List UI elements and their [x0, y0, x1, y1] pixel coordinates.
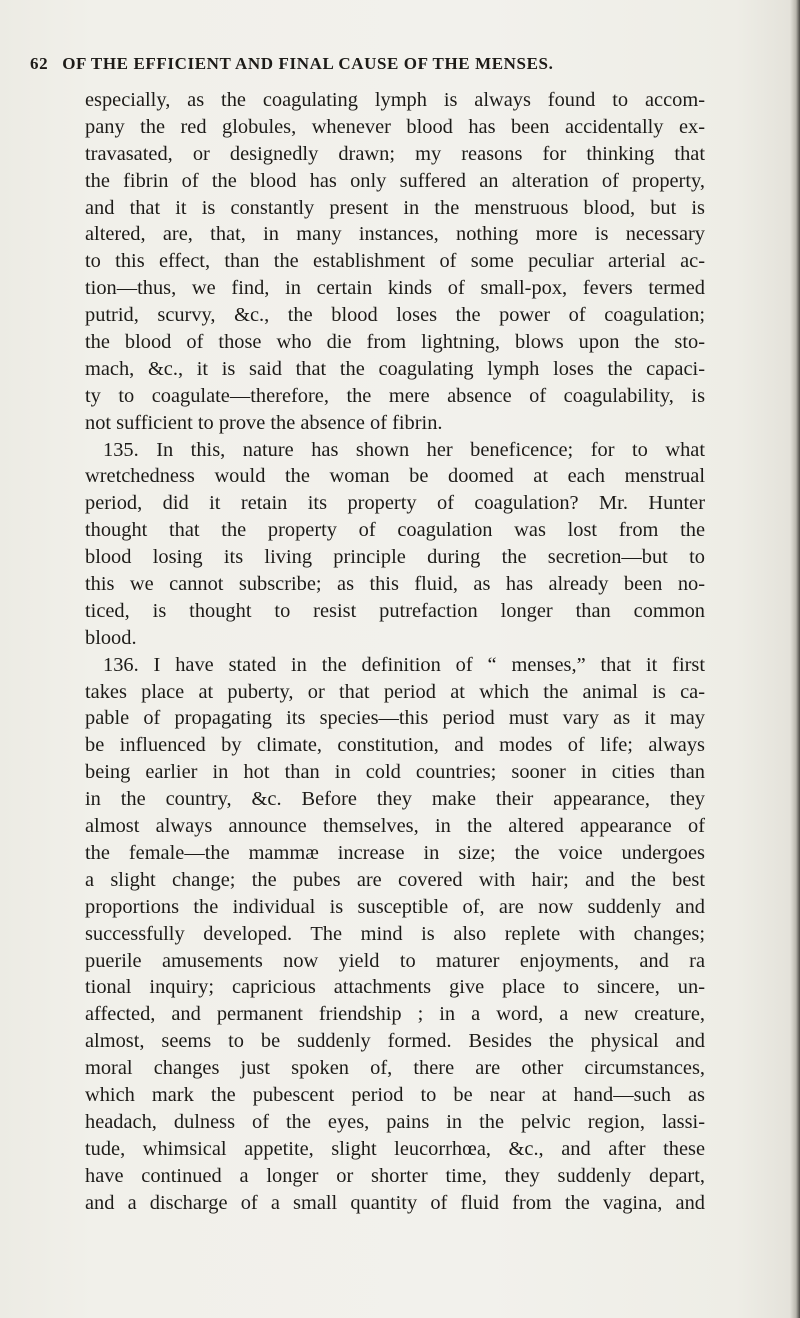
text-line: the female—the mammæ increase in size; the voice undergoes: [85, 841, 705, 864]
text-line: pany the red globules, whenever blood has been accidentally ex-: [85, 115, 705, 138]
text-line: and that it is constantly present in the menstruous blood, but is: [85, 196, 705, 219]
text-line: takes place at puberty, or that period at which the animal is ca-: [85, 680, 705, 703]
page-number: 62: [30, 54, 49, 73]
text-line: tion—thus, we find, in certain kinds of small-pox, fevers termed: [85, 277, 705, 300]
text-line: altered, are, that, in many instances, nothing more is necessary: [85, 223, 705, 246]
text-line: ty to coagulate—therefore, the mere absence of coagulability, is: [85, 384, 705, 407]
text-line: almost, seems to be suddenly formed. Besides the physical and: [85, 1030, 705, 1053]
text-line: tional inquiry; capricious attachments give place to sincere, un-: [85, 976, 705, 999]
text-line: have continued a longer or shorter time, they suddenly depart,: [85, 1164, 705, 1187]
text-line: blood.: [85, 626, 137, 649]
text-line: travasated, or designedly drawn; my reasons for thinking that: [85, 142, 705, 165]
text-line: affected, and permanent friendship ; in a word, a new creature,: [85, 1003, 705, 1026]
text-line: a slight change; the pubes are covered with hair; and the best: [85, 868, 705, 891]
text-line: blood losing its living principle during the secretion—but to: [85, 546, 705, 569]
text-line: almost always announce themselves, in the altered appearance of: [85, 815, 705, 838]
text-line: be influenced by climate, constitution, and modes of life; always: [85, 734, 705, 757]
body-text: [85, 87, 705, 1216]
text-line: proportions the individual is susceptible of, are now suddenly and: [85, 895, 705, 918]
text-line: not sufficient to prove the absence of fibrin.: [85, 411, 443, 434]
text-line: moral changes just spoken of, there are other circumstances,: [85, 1057, 705, 1080]
running-head-title: OF THE EFFICIENT AND FINAL CAUSE OF THE MENSES.: [62, 54, 554, 73]
text-line: the fibrin of the blood has only suffered an alteration of property,: [85, 169, 705, 192]
text-line: successfully developed. The mind is also replete with changes;: [85, 922, 705, 945]
paragraph-136-start: 136. I have stated in the definition of “ menses,” that it first: [103, 653, 705, 676]
text-line: which mark the pubescent period to be near at hand—such as: [85, 1083, 705, 1106]
text-line: headach, dulness of the eyes, pains in the pelvic region, lassi-: [85, 1110, 705, 1133]
text-line: thought that the property of coagulation was lost from the: [85, 519, 705, 542]
text-line: to this effect, than the establishment of some peculiar arterial ac-: [85, 250, 705, 273]
text-line: period, did it retain its property of coagulation? Mr. Hunter: [85, 492, 705, 515]
paragraph-135-start: 135. In this, nature has shown her beneficence; for to what: [103, 438, 705, 461]
text-line: ticed, is thought to resist putrefaction longer than common: [85, 599, 705, 622]
text-line: the blood of those who die from lightning, blows upon the sto-: [85, 331, 705, 354]
text-line: tude, whimsical appetite, slight leucorrhœa, &c., and after these: [85, 1137, 705, 1160]
text-line: especially, as the coagulating lymph is always found to accom-: [85, 89, 705, 111]
text-line: and a discharge of a small quantity of fluid from the vagina, and: [85, 1191, 705, 1214]
page-edge-shadow: [790, 0, 800, 1318]
text-line: pable of propagating its species—this period must vary as it may: [85, 707, 705, 730]
text-line: in the country, &c. Before they make their appearance, they: [85, 788, 705, 811]
text-line: puerile amusements now yield to maturer enjoyments, and ra: [85, 949, 705, 972]
text-line: being earlier in hot than in cold countries; sooner in cities than: [85, 761, 705, 784]
text-line: mach, &c., it is said that the coagulating lymph loses the capaci-: [85, 357, 705, 380]
running-head: [30, 54, 750, 74]
text-line: this we cannot subscribe; as this fluid, as has already been no-: [85, 573, 705, 596]
text-line: wretchedness would the woman be doomed at each menstrual: [85, 465, 705, 488]
text-line: putrid, scurvy, &c., the blood loses the power of coagulation;: [85, 304, 705, 327]
